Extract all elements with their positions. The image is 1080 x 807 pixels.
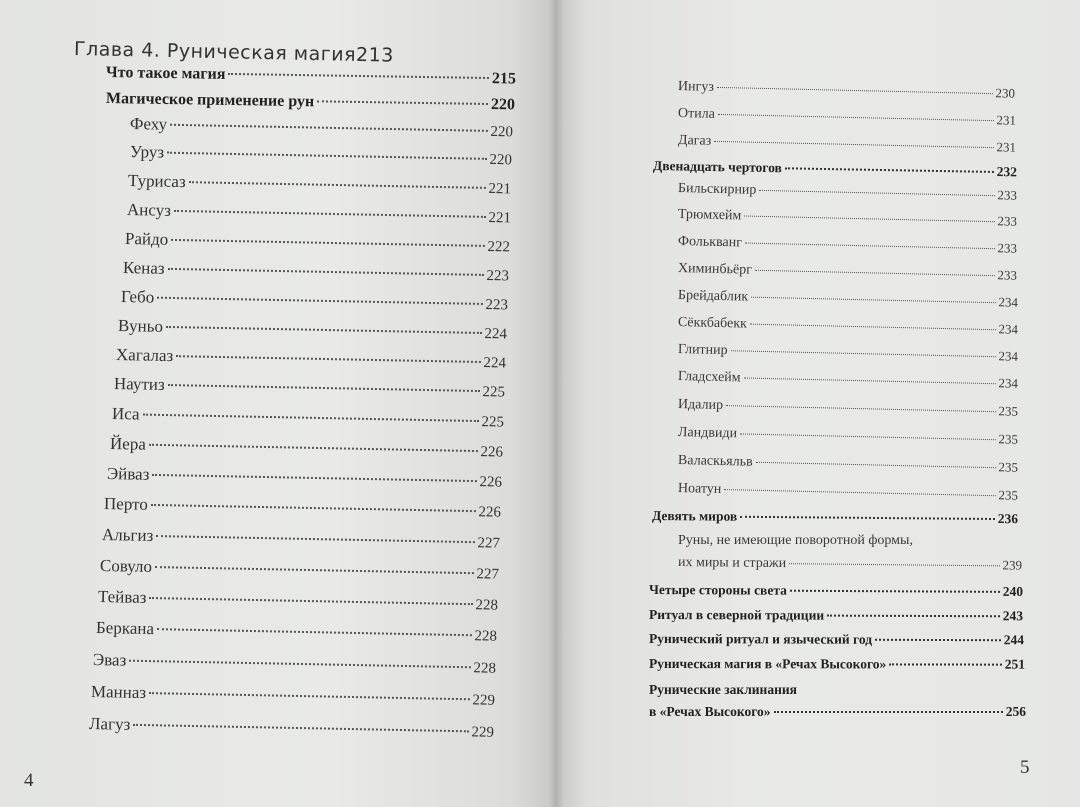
toc-entry — [678, 206, 1017, 231]
leader-dots — [790, 590, 1000, 593]
toc-entry-bold — [649, 656, 1025, 673]
toc-entry — [678, 260, 1017, 285]
entry-title: Манназ — [90, 682, 147, 703]
entry-title: Феху — [129, 114, 168, 134]
toc-entry — [678, 368, 1018, 393]
entry-title: Руническая магия в «Речах Высокого» — [648, 656, 887, 672]
leader-dots — [714, 141, 993, 148]
entry-page: 227 — [477, 535, 501, 552]
leader-dots — [143, 414, 479, 422]
entry-page: 240 — [1002, 583, 1024, 599]
entry-page: 228 — [474, 628, 498, 645]
entry-page: 234 — [998, 375, 1019, 391]
entry-page: 225 — [482, 384, 506, 401]
leader-dots — [167, 152, 486, 160]
entry-title: их миры и стражи — [677, 555, 787, 572]
entry-page: 220 — [489, 151, 513, 169]
entry-title: Отила — [677, 106, 716, 122]
entry-title: Глитнир — [677, 342, 728, 359]
leader-dots — [176, 355, 480, 363]
leader-dots — [731, 350, 996, 357]
toc-entry — [128, 171, 511, 198]
toc-entry — [678, 78, 1015, 103]
toc-entry-bold — [106, 90, 515, 114]
leader-dots — [756, 462, 996, 468]
entry-title: Ландвиди — [677, 425, 738, 442]
toc-entry — [678, 341, 1018, 366]
toc-entry — [110, 434, 503, 462]
entry-page: 229 — [472, 692, 496, 709]
leader-dots — [759, 190, 994, 196]
entry-title: Беркана — [95, 618, 155, 639]
entry-page: 235 — [998, 403, 1019, 419]
entry-page: 226 — [479, 474, 503, 491]
entry-page: 235 — [998, 459, 1019, 475]
leader-dots — [149, 444, 478, 452]
toc-entry — [98, 587, 498, 615]
toc-entry — [130, 142, 512, 169]
entry-title: Рунический ритуал и языческий год — [648, 631, 873, 647]
leader-dots — [174, 210, 486, 218]
leader-dots — [726, 405, 995, 412]
leader-dots — [189, 181, 486, 189]
leader-dots — [151, 504, 476, 512]
entry-title: Идалир — [677, 397, 724, 414]
entry-page: 233 — [997, 267, 1018, 283]
chapter-title: Глава 4. Руническая магия — [73, 38, 357, 66]
toc-entry — [678, 287, 1018, 312]
leader-dots — [149, 597, 472, 605]
entry-page: 220 — [490, 123, 514, 141]
toc-entry — [125, 229, 510, 256]
entry-title: Ингуз — [677, 79, 715, 95]
entry-title: Тейваз — [97, 587, 147, 607]
entry-title: Вуньо — [117, 316, 164, 336]
entry-page: 228 — [473, 660, 497, 677]
toc-entry — [89, 714, 494, 742]
leader-dots — [152, 474, 476, 482]
toc-entry — [678, 132, 1016, 157]
entry-title: Альгиз — [101, 525, 154, 545]
leader-dots — [133, 724, 468, 732]
entry-page: 232 — [996, 164, 1018, 180]
toc-entry — [678, 424, 1018, 449]
entry-page: 239 — [1002, 557, 1023, 573]
toc-entry — [116, 345, 506, 372]
entry-title: Гебо — [120, 287, 155, 307]
leader-dots — [129, 660, 470, 669]
toc-entry — [678, 480, 1018, 505]
toc-entry — [127, 200, 511, 227]
toc-entry — [93, 650, 496, 678]
entry-page: 228 — [475, 597, 499, 614]
page-number: 5 — [1020, 757, 1030, 778]
entry-title: Эйваз — [106, 464, 150, 484]
entry-title: Трюмхейм — [677, 207, 742, 224]
entry-page: 230 — [995, 85, 1016, 101]
toc-entry — [104, 494, 501, 522]
entry-page: 231 — [996, 112, 1017, 128]
entry-title: Ритуал в северной традиции — [648, 607, 825, 623]
toc-entry — [91, 682, 495, 710]
leader-dots — [317, 100, 488, 105]
entry-page: 244 — [1003, 632, 1025, 648]
page-number: 4 — [24, 770, 34, 791]
entry-title: Ноатун — [677, 481, 722, 497]
entry-page: 221 — [488, 209, 512, 227]
entry-title: Лагуз — [88, 714, 131, 734]
entry-title: Райдо — [124, 229, 169, 249]
entry-page: 226 — [478, 504, 502, 521]
entry-title: Девять миров — [651, 508, 738, 524]
toc-entry-bold — [652, 508, 1018, 527]
leader-dots — [789, 563, 999, 566]
entry-page: 222 — [487, 238, 511, 256]
entry-page: 236 — [997, 511, 1019, 527]
leader-dots — [889, 663, 1001, 665]
entry-page: 221 — [488, 180, 512, 198]
leader-dots — [228, 73, 489, 79]
entry-page: 225 — [481, 414, 505, 431]
entry-page: 223 — [485, 296, 509, 314]
toc-entry — [678, 233, 1017, 258]
leader-dots — [827, 615, 1000, 618]
toc-entry — [130, 114, 513, 141]
entry-title: Дагаз — [677, 133, 712, 149]
leader-dots — [744, 216, 994, 223]
leader-dots — [774, 711, 1003, 713]
entry-page: 234 — [998, 321, 1019, 337]
entry-title: Гладсхейм — [677, 369, 741, 386]
leader-dots — [168, 384, 480, 392]
leader-dots — [740, 516, 995, 520]
entry-title: Двенадцать чертогов — [652, 158, 783, 176]
entry-page: 234 — [998, 348, 1019, 364]
entry-title: Валаскьяльв — [677, 453, 753, 470]
entry-page: 233 — [997, 240, 1018, 256]
leader-dots — [750, 324, 996, 331]
toc-entry — [107, 464, 502, 492]
leader-dots — [166, 326, 482, 334]
leader-dots — [744, 377, 996, 384]
toc-entry — [678, 105, 1016, 130]
leader-dots — [745, 243, 995, 250]
leader-dots — [785, 167, 994, 173]
entry-page: 224 — [484, 326, 508, 343]
entry-title: Химинбьёрг — [677, 261, 753, 278]
entry-page: 229 — [471, 724, 495, 741]
entry-page: 235 — [998, 431, 1019, 447]
leader-dots — [171, 239, 484, 247]
entry-page: 235 — [998, 487, 1019, 503]
entry-title: в «Речах Высокого» — [649, 704, 771, 719]
entry-title: Перто — [103, 494, 148, 514]
entry-page: 233 — [997, 213, 1018, 229]
toc-entry-line1: Рунические заклинания — [649, 682, 797, 697]
entry-page: 233 — [997, 187, 1018, 203]
entry-title: Брейдаблик — [677, 288, 749, 305]
entry-page: 234 — [998, 294, 1019, 310]
entry-page: 243 — [1002, 608, 1024, 624]
entry-title: Бильскирнир — [677, 181, 757, 198]
toc-entry — [112, 404, 504, 432]
entry-title: Уруз — [129, 142, 165, 162]
entry-page: 226 — [480, 444, 504, 461]
leader-dots — [875, 639, 1001, 641]
leader-dots — [170, 124, 487, 132]
toc-entry — [678, 554, 1022, 575]
entry-title: Эваз — [92, 650, 127, 670]
leader-dots — [718, 114, 994, 121]
entry-page: 256 — [1005, 704, 1026, 719]
leader-dots — [149, 692, 469, 700]
entry-title: Что такое магия — [105, 64, 226, 83]
toc-entry — [678, 396, 1018, 421]
entry-title: Наутиз — [113, 374, 165, 394]
leader-dots — [155, 566, 473, 574]
entry-page: 251 — [1004, 656, 1026, 672]
toc-entry — [121, 287, 508, 314]
toc-entry-bold — [649, 582, 1023, 600]
entry-page: 220 — [490, 96, 516, 114]
toc-entry-bold — [649, 704, 1026, 720]
leader-dots — [717, 87, 993, 94]
toc-entry — [114, 374, 505, 402]
entry-page: 215 — [491, 70, 517, 88]
toc-entry — [123, 258, 509, 285]
toc-entry — [96, 618, 497, 646]
entry-title: Совуло — [99, 556, 153, 576]
entry-page: 231 — [996, 139, 1017, 155]
leader-dots — [740, 433, 995, 440]
chapter-page: 213 — [355, 43, 395, 67]
entry-title: Иса — [111, 404, 140, 424]
entry-title: Фолькванг — [677, 234, 743, 251]
entry-title: Сёккбабекк — [677, 315, 748, 332]
toc-entry-line1: Руны, не имеющие поворотной формы, — [678, 533, 913, 548]
leader-dots — [157, 628, 471, 636]
leader-dots — [156, 535, 474, 543]
toc-entry — [100, 556, 499, 584]
toc-entry — [118, 316, 507, 343]
toc-entry — [102, 525, 500, 553]
entry-title: Четыре стороны света — [648, 582, 787, 598]
toc-entry-bold — [653, 158, 1017, 180]
toc-entry-bold — [649, 631, 1024, 648]
leader-dots — [755, 270, 995, 276]
toc-entry — [678, 452, 1018, 477]
leader-dots — [168, 268, 484, 276]
entry-page: 227 — [476, 566, 500, 583]
toc-entry — [678, 180, 1017, 205]
leader-dots — [157, 297, 482, 305]
entry-title: Магическое применение рун — [105, 90, 315, 111]
entry-title: Кеназ — [122, 258, 165, 278]
entry-title: Хагалаз — [115, 345, 174, 366]
entry-title: Турисаз — [127, 171, 186, 192]
toc-entry — [678, 314, 1018, 339]
leader-dots — [751, 297, 995, 304]
entry-page: 224 — [483, 355, 507, 372]
entry-title: Йера — [109, 434, 147, 454]
toc-entry-bold — [649, 607, 1023, 624]
book-gutter — [548, 0, 564, 807]
leader-dots — [724, 489, 995, 496]
entry-title: Ансуз — [126, 200, 172, 220]
entry-page: 223 — [486, 267, 510, 285]
right-page — [555, 0, 1080, 807]
